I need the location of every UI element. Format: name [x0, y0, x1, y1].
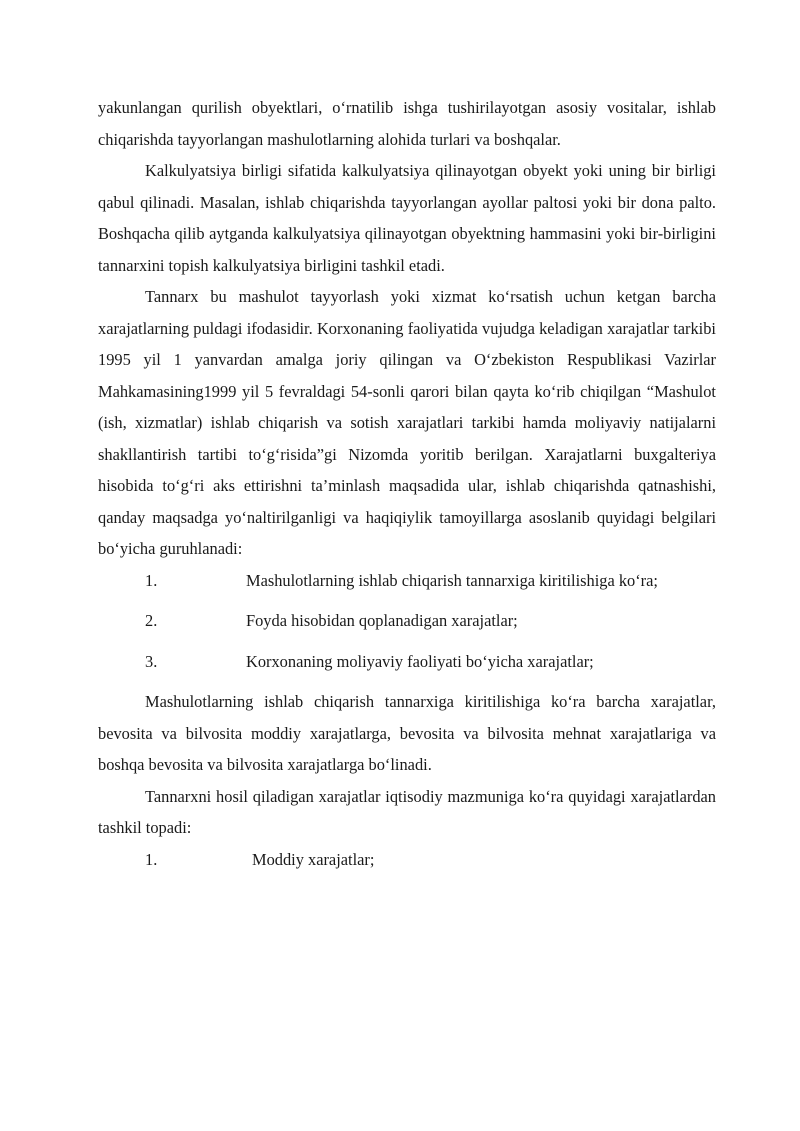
list-item: [98, 605, 716, 637]
list-item: [98, 844, 716, 876]
numbered-list-costs: [98, 844, 716, 876]
list-item-number: 1.: [145, 570, 158, 590]
list-item-number: 3.: [145, 651, 158, 671]
list-item-text: Foyda hisobidan qoplanadigan xarajatlar;: [246, 611, 518, 630]
list-item-text: Korxonaning moliyaviy faoliyati bo‘yicha xarajatlar;: [246, 651, 594, 671]
list-item: [98, 646, 716, 678]
paragraph-2: Kalkulyatsiya birligi sifatida kalkulyatsiya qilinayotgan obyekt yoki uning bir birligi qabul qilinadi. Masalan, ishlab chiqarishda tayyorlangan ayollar paltosi yoki bir dona palto. Boshqacha qilib aytganda kalkulyatsiya qilinayotgan obyektning hammasini yoki bir-birligini tannarxini topish kalkulyatsiya birligini tashkil etadi.: [98, 161, 716, 275]
numbered-list-groups: [98, 565, 716, 678]
paragraph-1: yakunlangan qurilish obyektlari, o‘rnatilib ishga tushirilayotgan asosiy vositalar, ishlab chiqarishda tayyorlangan mashulotlarning alohida turlari va boshqalar.: [98, 98, 716, 149]
list-item-number: 1.: [145, 849, 158, 869]
document-page: [98, 92, 716, 884]
paragraph-5: Tannarxni hosil qiladigan xarajatlar iqtisodiy mazmuniga ko‘ra quyidagi xarajatlardan tashkil topadi:: [98, 786, 716, 837]
list-item-text: Moddiy xarajatlar;: [252, 849, 375, 869]
paragraph-4: Mashulotlarning ishlab chiqarish tannarxiga kiritilishiga ko‘ra barcha xarajatlar, bevosita va bilvosita moddiy xarajatlarga, bevosita va bilvosita mehnat xarajatlariga va boshqa bevosita va bilvosita xarajatlarga bo‘linadi.: [98, 692, 716, 774]
list-item-text: Mashulotlarning ishlab chiqarish tannarxiga kiritilishiga ko‘ra;: [246, 570, 658, 590]
list-item-number: 2.: [145, 611, 158, 630]
list-item: [98, 565, 716, 597]
paragraph-3: Tannarx bu mashulot tayyorlash yoki xizmat ko‘rsatish uchun ketgan barcha xarajatlarning puldagi ifodasidir. Korxonaning faoliyatida vujudga keladigan xarajatlar tarkibi 1995 yil 1 yanvardan amalga joriy qilingan va O‘zbekiston Respublikasi Vazirlar Mahkamasining1999 yil 5 fevraldagi 54-sonli qarori bilan qayta ko‘rib chiqilgan “Mashulot (ish, xizmatlar) ishlab chiqarish va sotish xarajatlari tarkibi hamda moliyaviy natijalarni shakllantirish tartibi to‘g‘risida”gi Nizomda yoritib berilgan. Xarajatlarni buxgalteriya hisobida to‘g‘ri aks ettirishni ta’minlash maqsadida ular, ishlab chiqarishda qatnashishi, qanday maqsadga yo‘naltirilganligi va haqiqiylik tamoyillarga asoslanib quyidagi belgilari bo‘yicha guruhlanadi:: [98, 287, 716, 558]
